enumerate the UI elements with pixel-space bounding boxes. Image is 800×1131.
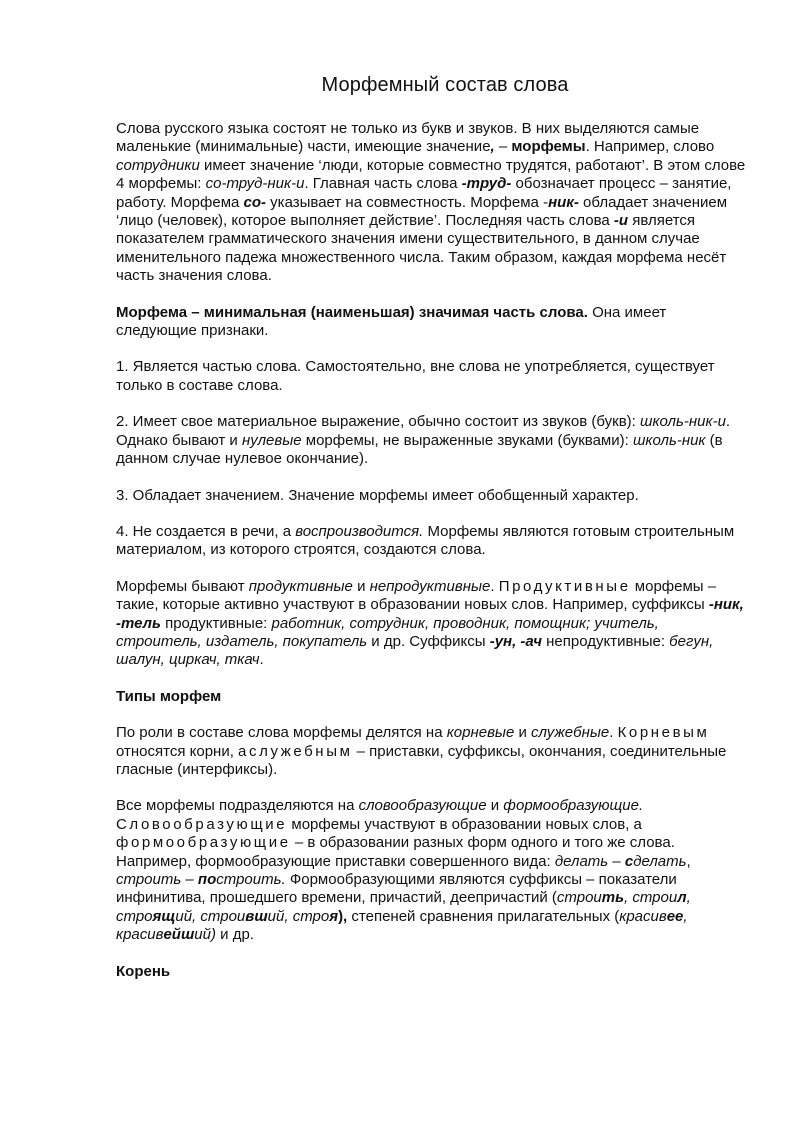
text-run: ейш (163, 926, 195, 944)
text-run: указывает на совместность. Морфема - (266, 193, 549, 211)
text-run: работник, сотрудник, проводник, помощник; учитель, строитель, издатель, покупатель (116, 614, 659, 650)
text-run: ее (666, 907, 684, 925)
paragraph-feature-2 (116, 413, 746, 468)
text-run: . (490, 577, 499, 595)
text-run: . (609, 724, 618, 742)
text-run: Продуктивные (498, 577, 631, 595)
text-run: сотрудники (116, 156, 200, 174)
text-run: Словообразующие (116, 815, 288, 833)
text-run: красив (116, 926, 164, 944)
paragraph-types (116, 724, 746, 779)
text-run: обозначает процесс – занятие, работу. Морфема (116, 175, 732, 211)
text-run: красив (619, 907, 667, 925)
text-run: морфемы, не выраженные звуками (буквами): (301, 431, 633, 449)
text-run: продуктивные: (160, 614, 272, 632)
text-run: Морфемы являются готовым строительным материалом, из которого строятся, создаются слова. (116, 522, 735, 559)
text-run: л (677, 889, 687, 907)
paragraph-feature-1 (116, 358, 746, 395)
text-run: Слова русского языка состоят не только из букв и звуков. В них выделяются самые маленькие (минимальные) части, имеющие значение (116, 120, 700, 156)
paragraph-feature-3 (116, 487, 746, 505)
text-run: имеет значение ‘люди, которые совместно трудятся, работают’. В этом слове 4 морфемы: (116, 156, 746, 193)
text-run: . Например, слово (585, 138, 715, 156)
paragraph-definition (116, 304, 746, 341)
text-run: , (490, 138, 495, 156)
text-run: степеней сравнения прилагательных ( (347, 907, 620, 925)
text-run: 4. Не создается в речи, а (116, 522, 296, 540)
text-run: морфемы участвуют в образовании новых слов, а (287, 815, 642, 833)
text-run: и (486, 797, 504, 815)
text-run: является показателем грамматического значения имени существительного, в данном случае именительного падежа множественного числа. Таким образом, каждая морфема несёт часть значения слова. (116, 212, 727, 285)
text-run: ящ (152, 907, 176, 925)
text-run: и (352, 577, 370, 595)
text-run: . Однако бывают и (116, 413, 731, 449)
text-run: ий) (194, 926, 216, 944)
text-run: Морфемы бывают (116, 577, 249, 595)
paragraph-productive (116, 578, 746, 670)
text-run: Морфема – минимальная (наименьшая) значимая часть слова. (116, 303, 588, 321)
text-run: , (686, 889, 691, 907)
text-run: с (624, 852, 634, 870)
text-run: . (259, 651, 264, 669)
text-run: Она имеет следующие признаки. (116, 303, 667, 340)
text-run: морфемы – такие, которые активно участвуют в образовании новых слов. Например, суффиксы (116, 577, 717, 614)
text-run: ть (601, 889, 625, 907)
text-run: словообразующие (358, 797, 487, 815)
text-run: со-труд-ник-и (205, 175, 305, 193)
text-run: формообразующие. (503, 797, 644, 815)
text-run: ий, (267, 907, 293, 925)
text-run: ), (338, 907, 348, 925)
text-run: , (624, 889, 633, 907)
text-run: Корневым (617, 724, 710, 742)
text-run: 1. Является частью слова. Самостоятельно, вне слова не употребляется, существует только в составе слова. (116, 358, 715, 394)
text-run: вш (245, 907, 268, 925)
text-run: бегун, шалун, циркач, ткач (116, 632, 714, 669)
heading-root: Корень (116, 962, 171, 980)
text-run: аслужебным (238, 742, 353, 760)
text-run: ник- (548, 193, 579, 211)
text-run: ий, (175, 907, 201, 925)
page-title: Морфемный состав слова (321, 74, 569, 96)
text-run: Все морфемы подразделяются на (116, 797, 359, 815)
text-run: По роли в составе слова морфемы делятся на (116, 724, 447, 742)
text-run: формообразующие (116, 834, 291, 852)
text-run: Формообразующими являются суффиксы – показатели инфинитива, прошедшего времени, причастий, деепричастий ( (116, 871, 677, 907)
text-run: школь-ник (632, 431, 706, 449)
text-run: -и (613, 212, 629, 230)
text-run: делать – (554, 852, 625, 870)
text-run: продуктивные (248, 577, 353, 595)
text-run: стро (116, 907, 153, 925)
text-run: строи (200, 907, 246, 925)
text-run: 3. Обладает значением. Значение морфемы имеет обобщенный характер. (116, 486, 639, 504)
text-run: делать (633, 852, 687, 870)
text-run: и др. (215, 926, 254, 944)
text-run: непродуктивные (369, 577, 491, 595)
text-run: воспроизводится. (295, 522, 424, 540)
text-run: – приставки, суффиксы, окончания, соединительные гласные (интерфиксы). (116, 742, 727, 778)
text-run: непродуктивные: (541, 632, 670, 650)
text-run: служебные (531, 724, 610, 742)
paragraph-feature-4 (116, 523, 746, 560)
text-run: и др. Суффиксы (367, 632, 490, 650)
text-run: строить – (116, 871, 198, 888)
text-run: , (686, 852, 691, 870)
text-run: – в образовании разных форм одного и того же слова. Например, формообразующие приставки совершенного вида: (116, 834, 675, 870)
text-run: строи (632, 889, 678, 907)
text-run: , (683, 907, 688, 925)
text-run: . Главная часть слова (304, 175, 462, 193)
text-run: морфемы (511, 138, 586, 156)
text-run: я (329, 907, 339, 925)
text-run: строи (556, 889, 602, 907)
text-run: по (197, 871, 217, 888)
text-run: относятся корни, (116, 742, 239, 760)
text-run: обладает значением ‘лицо (человек), которое выполняет действие’. Последняя часть слова (116, 193, 728, 230)
paragraph-intro (116, 120, 746, 286)
text-run: нулевые (241, 431, 302, 449)
paragraph-forming (116, 797, 746, 944)
text-run: -ун, -ач (489, 632, 542, 650)
text-run: стро (292, 907, 330, 925)
text-run: -ник, -тель (116, 596, 744, 632)
text-run: 2. Имеет свое материальное выражение, обычно состоит из звуков (букв): (116, 413, 640, 431)
text-run: корневые (446, 724, 515, 742)
text-run: школь-ник-и (640, 413, 726, 431)
document-page (116, 74, 746, 981)
heading-types: Типы морфем (116, 687, 222, 705)
text-run: со- (243, 193, 267, 211)
text-run: -труд- (461, 175, 512, 193)
text-run: и (514, 724, 532, 742)
text-run: строить. (216, 871, 286, 888)
text-run: (в данном случае нулевое окончание). (116, 431, 723, 468)
text-run: – (494, 138, 512, 156)
